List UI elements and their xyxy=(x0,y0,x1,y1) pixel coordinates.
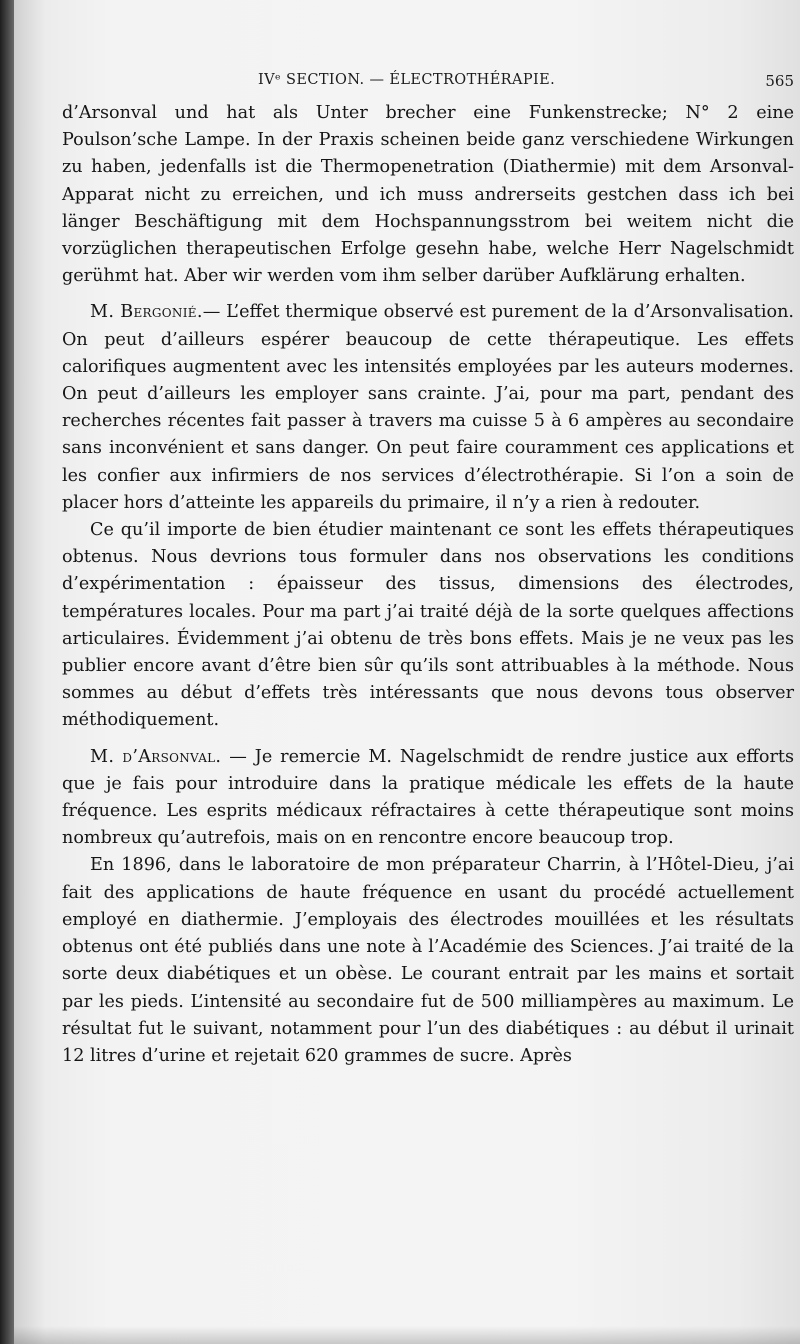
page-header xyxy=(62,68,794,96)
paragraph-5-text: En 1896, dans le laboratoire de mon préparateur Charrin, à l’Hôtel-Dieu, j’ai fait des applications de haute fréquence en usant du procédé actuellement employé en diathermie. J’employais des électrodes mouillées et les résultats obtenus ont été publiés dans une note à l’Académie des Sciences. J’ai traité de la sorte deux diabétiques et un obèse. Le courant entrait par les mains et sortait par les pieds. L’intensité au secondaire fut de 500 milliampères au maximum. Le résultat fut le suivant, notamment pour l’un des diabétiques : au début il urinait 12 litres d’urine et rejetait 620 grammes de sucre. Après xyxy=(62,855,794,1066)
body-text xyxy=(62,100,794,1070)
page-number: 565 xyxy=(765,72,794,90)
page-edge-shadow xyxy=(0,0,14,1344)
paragraph-4-text: — Je remercie M. Nagelschmidt de rendre justice aux efforts que je fais pour introduire dans la pratique médicale les effets de la haute fréquence. Les esprits médicaux réfractaires à cette thérapeutique sont moins nombreux qu’autrefois, mais on en rencontre encore beaucoup trop. xyxy=(62,746,794,849)
running-head: IVᵉ SECTION. — ÉLECTROTHÉRAPIE. xyxy=(258,72,556,88)
paragraph-1 xyxy=(62,100,794,290)
paragraph-5 xyxy=(62,852,794,1070)
paragraph-3-text: Ce qu’il importe de bien étudier maintenant ce sont les effets thérapeutiques obtenus. Nous devrions tous formuler dans nos observations les conditions d’expérimentation : épaisseur des tissus, dimensions des électrodes, températures locales. Pour ma part j’ai traité déjà de la sorte quelques affections articulaires. Évidemment j’ai obtenu de très bons effets. Mais je ne veux pas les publier encore avant d’être bien sûr qu’ils sont attribuables à la méthode. Nous sommes au début d’effets très intéressants que nous devons tous observer méthodiquement. xyxy=(62,520,794,731)
bottom-shadow xyxy=(14,1326,800,1344)
paragraph-2 xyxy=(62,299,794,517)
speaker-name: M. d’Arsonval. xyxy=(90,746,222,767)
paragraph-4 xyxy=(62,744,794,853)
paragraph-1-text: d’Arsonval und hat als Unter brecher eine Funkenstrecke; N° 2 eine Poulson’sche Lampe. In der Praxis scheinen beide ganz verschiedene Wirkungen zu haben, jedenfalls ist die Thermopenetration (Diathermie) mit dem Arsonval-Apparat nicht zu erreichen, und ich muss andrerseits gestchen dass ich bei länger Beschäftigung mit dem Hochspannungsstrom bei weitem nicht die vorzüglichen therapeutischen Erfolge gesehn habe, welche Herr Nagelschmidt gerühmt hat. Aber wir werden vom ihm selber darüber Aufklärung erhalten. xyxy=(62,103,794,287)
paragraph-3 xyxy=(62,517,794,735)
speaker-name: M. Bergonié. xyxy=(90,302,203,323)
paragraph-2-text: — L’effet thermique observé est purement de la d’Arsonvalisation. On peut d’ailleurs espérer beaucoup de cette thérapeutique. Les effets calorifiques augmentent avec les intensités employées par les auteurs modernes. On peut d’ailleurs les employer sans crainte. J’ai, pour ma part, pendant des recherches récentes fait passer à travers ma cuisse 5 à 6 ampères au secondaire sans inconvénient et sans danger. On peut faire couramment ces applications et les confier aux infirmiers de nos services d’électrothérapie. Si l’on a soin de placer hors d’atteinte les appareils du primaire, il n’y a rien à redouter. xyxy=(62,302,794,513)
